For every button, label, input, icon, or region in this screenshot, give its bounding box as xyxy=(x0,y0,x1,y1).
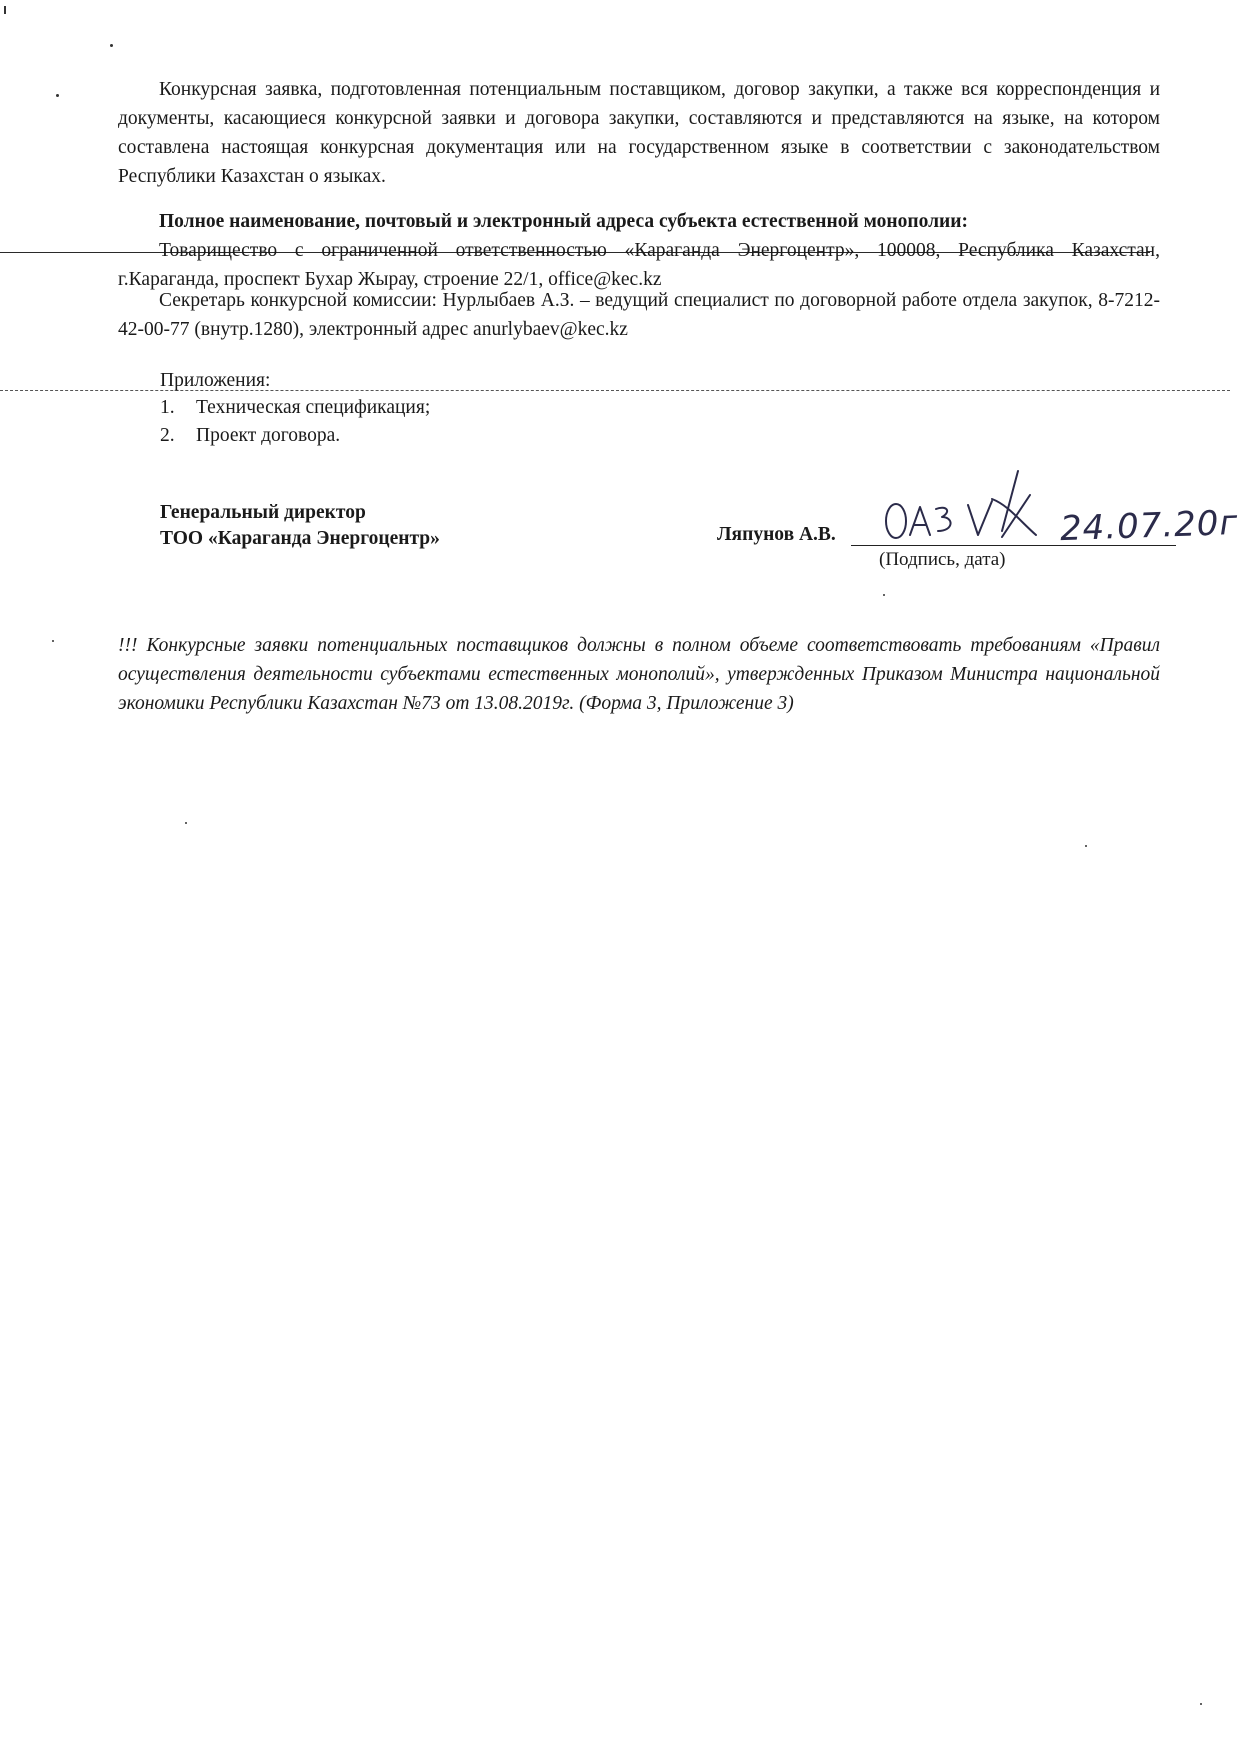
list-number: 1. xyxy=(160,397,175,418)
list-item xyxy=(160,394,430,422)
handwritten-signature xyxy=(880,465,1060,555)
list-item xyxy=(160,422,340,450)
secretary-text: Секретарь конкурсной комиссии: Нурлыбаев А.З. – ведущий специалист по договорной работе отдела закупок, 8-7212-42-00-77 (внутр.1280), электронный адрес anurlybaev@kec.kz xyxy=(118,290,1160,340)
address-heading: Полное наименование, почтовый и электронный адреса субъекта естественной монополии: xyxy=(159,211,968,232)
scan-speck xyxy=(56,94,59,97)
scan-speck xyxy=(1200,1703,1202,1705)
requirements-note: !!! Конкурсные заявки потенциальных поставщиков должны в полном объеме соответствовать требованиям «Правил осуществления деятельности субъектами естественных монополий», утвержденных Приказом Министра национальной экономики Республики Казахстан №73 от 13.08.2019г. (Форма 3, Приложение 3) xyxy=(118,635,1160,714)
signature-caption: (Подпись, дата) xyxy=(879,549,1006,570)
scan-speck xyxy=(883,594,885,596)
scan-speck xyxy=(110,44,113,47)
scan-speck xyxy=(52,640,54,642)
scan-speck xyxy=(4,6,6,14)
attachments-heading: Приложения: xyxy=(160,370,271,391)
list-label: Проект договора. xyxy=(196,425,341,446)
signatory-name: Ляпунов А.В. xyxy=(717,524,836,545)
list-label: Техническая спецификация; xyxy=(196,397,431,418)
list-number: 2. xyxy=(160,425,175,446)
signatory-position-line1: Генеральный директор xyxy=(160,502,366,523)
language-paragraph: Конкурсная заявка, подготовленная потенциальным поставщиком, договор закупки, а также вся корреспонденция и документы, касающиеся конкурсной заявки и договора закупки, составляются и представляются на языке, на котором составлена настоящая конкурсная документация или на государственном языке в соответствии с законодательством Республики Казахстан о языках. xyxy=(118,79,1160,187)
address-text: Товарищество с ограниченной ответственностью «Караганда Энергоцентр», 100008, Республика Казахстан, г.Караганда, проспект Бухар Жырау, строение 22/1, office@kec.kz xyxy=(118,240,1160,290)
scan-speck xyxy=(185,822,187,824)
signatory-position-line2: ТОО «Караганда Энергоцентр» xyxy=(160,528,440,549)
handwritten-date: 24.07.20г xyxy=(1059,502,1239,550)
scan-speck xyxy=(1085,845,1087,847)
